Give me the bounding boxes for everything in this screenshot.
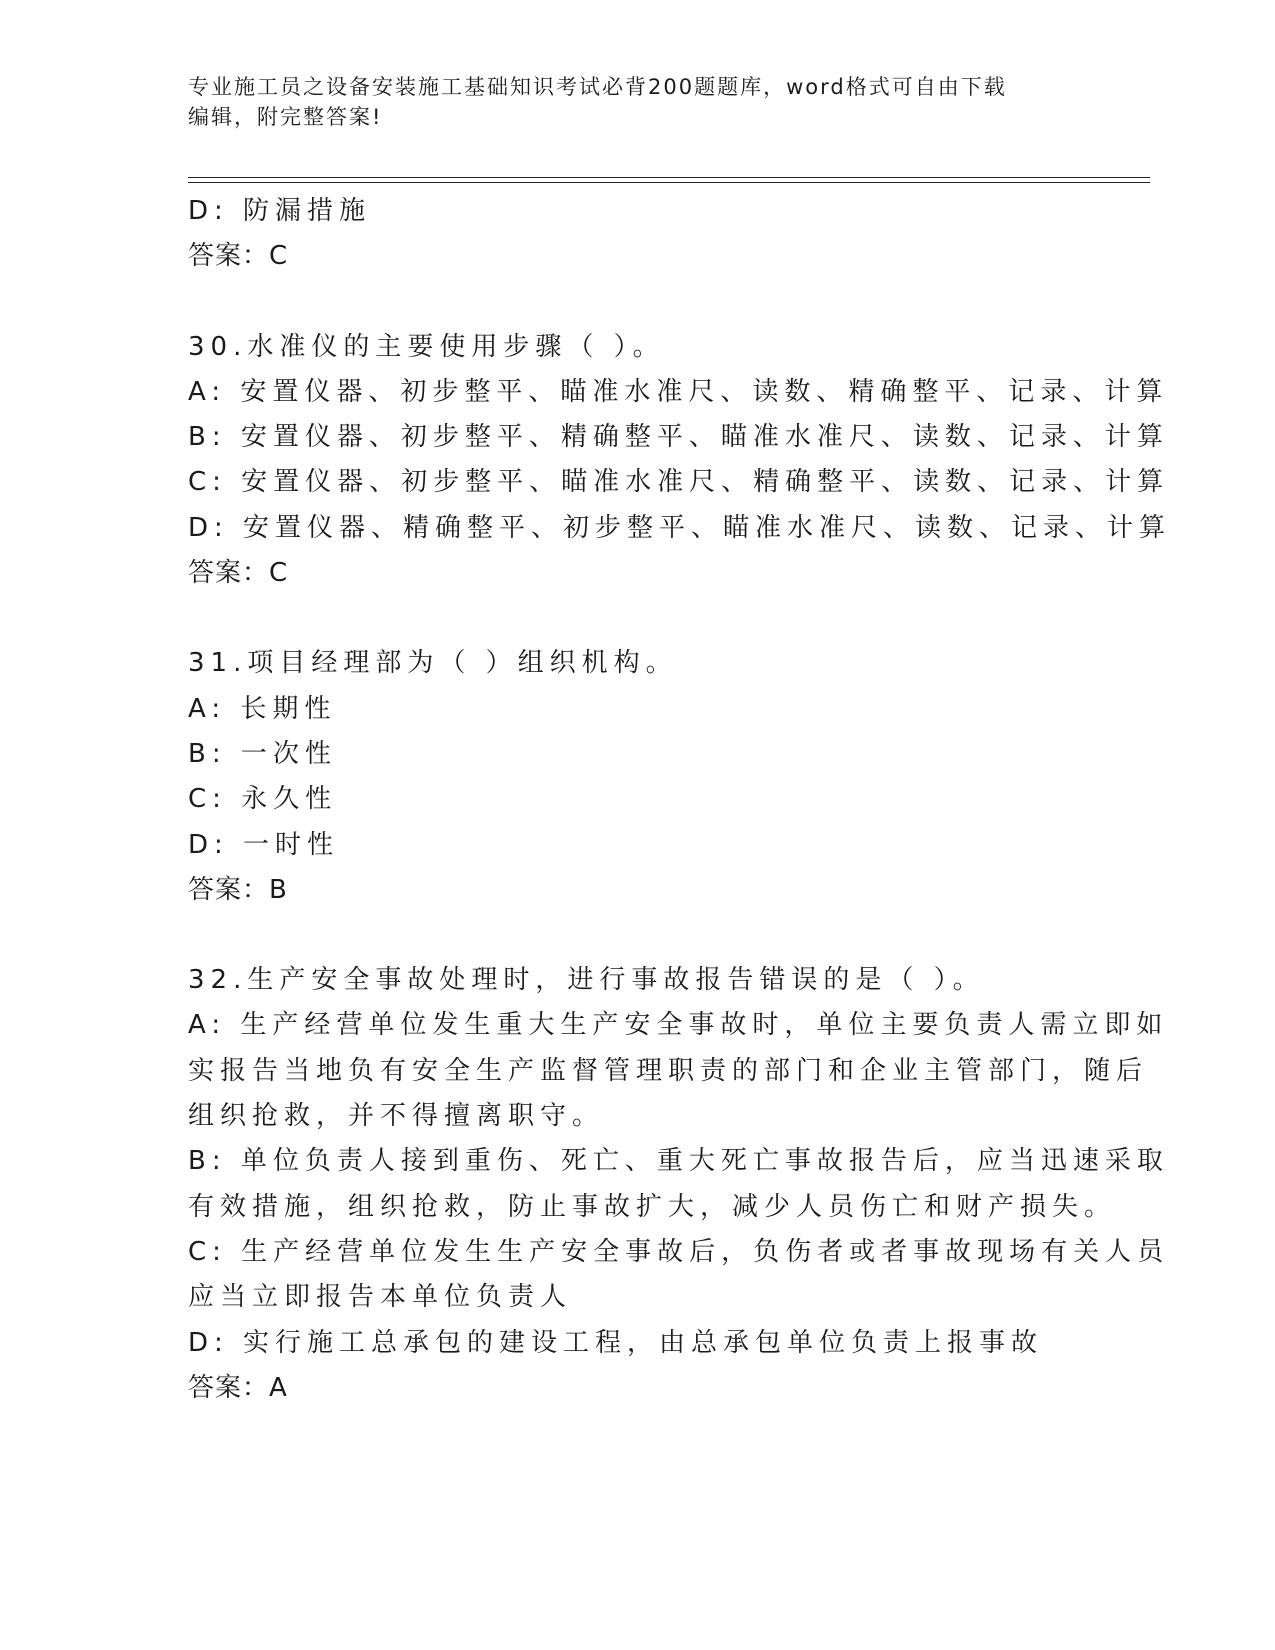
option-c: C: 安置仪器、初步整平、瞄准水准尺、精确整平、读数、记录、计算 (188, 467, 1170, 498)
option-c-line-1: C: 生产经营单位发生生产安全事故后，负伤者或者事故现场有关人员 (188, 1236, 1170, 1267)
header-rule-bottom (188, 182, 1150, 183)
header-line-1: 专业施工员之设备安装施工基础知识考试必背200题题库，word格式可自由下载 (188, 75, 1007, 99)
option-a-line-2: 实报告当地负有安全生产监督管理职责的部门和企业主管部门，随后 (188, 1055, 1149, 1086)
question-stem: 31.项目经理部为（ ）组织机构。 (188, 648, 678, 679)
header-line-2: 编辑，附完整答案! (188, 105, 383, 129)
prev-answer: 答案：C (188, 241, 289, 272)
option-a: A: 安置仪器、初步整平、瞄准水准尺、读数、精确整平、记录、计算 (188, 376, 1169, 407)
answer: 答案：B (188, 874, 288, 905)
spacer (188, 280, 1088, 325)
question-30 (188, 325, 1172, 597)
option-c-line-2: 应当立即报告本单位负责人 (188, 1282, 573, 1313)
question-stem: 32.生产安全事故处理时，进行事故报告错误的是（ ）。 (188, 965, 985, 996)
option-c (188, 1230, 1170, 1321)
header-rule-top (188, 177, 1150, 178)
question-stem: 30.水准仪的主要使用步骤（ ）。 (188, 331, 665, 362)
question-31 (188, 641, 1088, 913)
option-a: A: 长期性 (188, 693, 337, 724)
document-header (188, 72, 1068, 132)
option-a-line-1: A: 生产经营单位发生重大生产安全事故时，单位主要负责人需立即如 (188, 1010, 1169, 1041)
option-d: D: 实行施工总承包的建设工程，由总承包单位负责上报事故 (188, 1327, 1044, 1358)
prev-option-d: D: 防漏措施 (188, 196, 372, 226)
option-a (188, 1003, 1169, 1139)
option-b: B: 一次性 (188, 738, 337, 769)
option-b (188, 1139, 1169, 1230)
answer: 答案：A (188, 1372, 288, 1403)
document-body (188, 189, 1172, 1411)
question-32 (188, 958, 1170, 1411)
spacer (188, 596, 1088, 641)
option-a-line-3: 组织抢救，并不得擅离职守。 (188, 1101, 605, 1132)
option-d: D: 安置仪器、精确整平、初步整平、瞄准水准尺、读数、记录、计算 (188, 512, 1172, 543)
option-d: D: 一时性 (188, 829, 340, 860)
option-b-line-2: 有效措施，组织抢救，防止事故扩大，减少人员伤亡和财产损失。 (188, 1191, 1117, 1222)
option-b-line-1: B: 单位负责人接到重伤、死亡、重大死亡事故报告后，应当迅速采取 (188, 1146, 1169, 1177)
option-c: C: 永久性 (188, 784, 338, 815)
answer: 答案：C (188, 558, 289, 589)
option-b: B: 安置仪器、初步整平、精确整平、瞄准水准尺、读数、记录、计算 (188, 422, 1169, 453)
spacer (188, 913, 1088, 958)
